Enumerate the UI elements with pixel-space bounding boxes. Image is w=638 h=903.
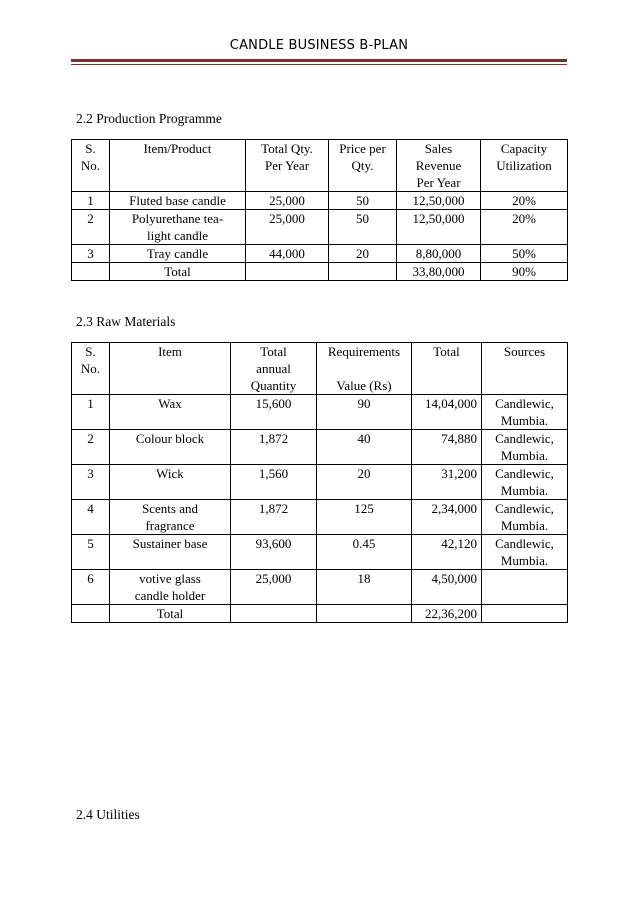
raw-cell: 31,200 <box>412 465 482 500</box>
raw-row <box>72 430 568 465</box>
raw-header-cell: Total <box>412 343 482 395</box>
raw-materials-table <box>71 342 568 623</box>
raw-cell: 3 <box>72 465 110 500</box>
raw-cell: 4 <box>72 500 110 535</box>
production-row <box>72 210 568 245</box>
production-cell: 44,000 <box>246 245 329 263</box>
production-cell <box>72 263 110 281</box>
raw-cell: 40 <box>317 430 412 465</box>
raw-total-value: 22,36,200 <box>412 605 482 623</box>
raw-cell: 1,872 <box>231 500 317 535</box>
raw-total-row <box>72 605 568 623</box>
production-cell: Tray candle <box>110 245 246 263</box>
raw-cell: Candlewic, Mumbia. <box>482 465 568 500</box>
production-total-label: Total <box>110 263 246 281</box>
raw-cell: 14,04,000 <box>412 395 482 430</box>
production-cell: 20% <box>481 210 568 245</box>
raw-cell: 25,000 <box>231 570 317 605</box>
production-cell: 8,80,000 <box>397 245 481 263</box>
raw-cell: Candlewic, Mumbia. <box>482 430 568 465</box>
production-total-capacity: 90% <box>481 263 568 281</box>
raw-cell: 2 <box>72 430 110 465</box>
raw-header-cell: Total annual <box>231 343 317 378</box>
page-header-title: CANDLE BUSINESS B-PLAN <box>229 38 409 53</box>
raw-cell: Wick <box>110 465 231 500</box>
section-title-production: 2.2 Production Programme <box>76 111 222 126</box>
production-header-row <box>72 140 568 192</box>
raw-cell: 90 <box>317 395 412 430</box>
raw-header-cell: Value (Rs) <box>317 377 412 395</box>
production-cell: 12,50,000 <box>397 192 481 210</box>
raw-cell: 1,872 <box>231 430 317 465</box>
raw-cell: 18 <box>317 570 412 605</box>
raw-cell: 74,880 <box>412 430 482 465</box>
production-cell: 25,000 <box>246 210 329 245</box>
section-title-raw-materials: 2.3 Raw Materials <box>76 314 176 329</box>
raw-cell <box>482 605 568 623</box>
production-row <box>72 192 568 210</box>
raw-cell: Scents and fragrance <box>110 500 231 535</box>
raw-cell: 15,600 <box>231 395 317 430</box>
raw-cell: Colour block <box>110 430 231 465</box>
production-row <box>72 245 568 263</box>
raw-cell <box>317 605 412 623</box>
raw-cell: 93,600 <box>231 535 317 570</box>
raw-cell: 20 <box>317 465 412 500</box>
raw-cell: Candlewic, Mumbia. <box>482 500 568 535</box>
raw-cell: Candlewic, Mumbia. <box>482 395 568 430</box>
raw-header-cell: Quantity <box>231 377 317 395</box>
raw-cell: votive glass candle holder <box>110 570 231 605</box>
raw-cell: 2,34,000 <box>412 500 482 535</box>
raw-cell: 42,120 <box>412 535 482 570</box>
production-table <box>71 139 568 281</box>
raw-total-label: Total <box>110 605 231 623</box>
raw-row <box>72 535 568 570</box>
production-header-cell: Total Qty. Per Year <box>246 140 329 192</box>
production-cell: 3 <box>72 245 110 263</box>
raw-header-cell: S. No. <box>72 343 110 395</box>
production-cell <box>246 263 329 281</box>
raw-cell <box>482 570 568 605</box>
header-rule-thick <box>71 59 567 62</box>
production-header-cell: Sales Revenue Per Year <box>397 140 481 192</box>
raw-cell: 1,560 <box>231 465 317 500</box>
production-header-cell: Item/Product <box>110 140 246 192</box>
raw-row <box>72 395 568 430</box>
production-cell: Polyurethane tea- light candle <box>110 210 246 245</box>
raw-header-cell: Requirements <box>317 343 412 378</box>
production-cell: 25,000 <box>246 192 329 210</box>
raw-header-row <box>72 343 568 378</box>
production-total-row <box>72 263 568 281</box>
raw-cell: Sustainer base <box>110 535 231 570</box>
production-header-cell: Price per Qty. <box>329 140 397 192</box>
production-cell: 50 <box>329 192 397 210</box>
section-title-utilities: 2.4 Utilities <box>76 807 140 822</box>
production-cell: Fluted base candle <box>110 192 246 210</box>
raw-header-cell: Item <box>110 343 231 395</box>
raw-row <box>72 465 568 500</box>
production-cell: 1 <box>72 192 110 210</box>
raw-cell: 6 <box>72 570 110 605</box>
raw-cell <box>231 605 317 623</box>
raw-cell <box>72 605 110 623</box>
production-cell: 50% <box>481 245 568 263</box>
production-total-sales: 33,80,000 <box>397 263 481 281</box>
raw-cell: Candlewic, Mumbia. <box>482 535 568 570</box>
production-cell: 12,50,000 <box>397 210 481 245</box>
raw-header-cell: Sources <box>482 343 568 395</box>
production-header-cell: Capacity Utilization <box>481 140 568 192</box>
production-header-cell: S. No. <box>72 140 110 192</box>
raw-cell: 1 <box>72 395 110 430</box>
raw-row <box>72 570 568 605</box>
raw-cell: 125 <box>317 500 412 535</box>
production-cell: 50 <box>329 210 397 245</box>
raw-cell: 4,50,000 <box>412 570 482 605</box>
raw-cell: 0.45 <box>317 535 412 570</box>
raw-cell: Wax <box>110 395 231 430</box>
production-cell: 2 <box>72 210 110 245</box>
production-cell: 20 <box>329 245 397 263</box>
raw-cell: 5 <box>72 535 110 570</box>
production-cell <box>329 263 397 281</box>
header-rule-thin <box>71 64 567 65</box>
raw-row <box>72 500 568 535</box>
production-cell: 20% <box>481 192 568 210</box>
